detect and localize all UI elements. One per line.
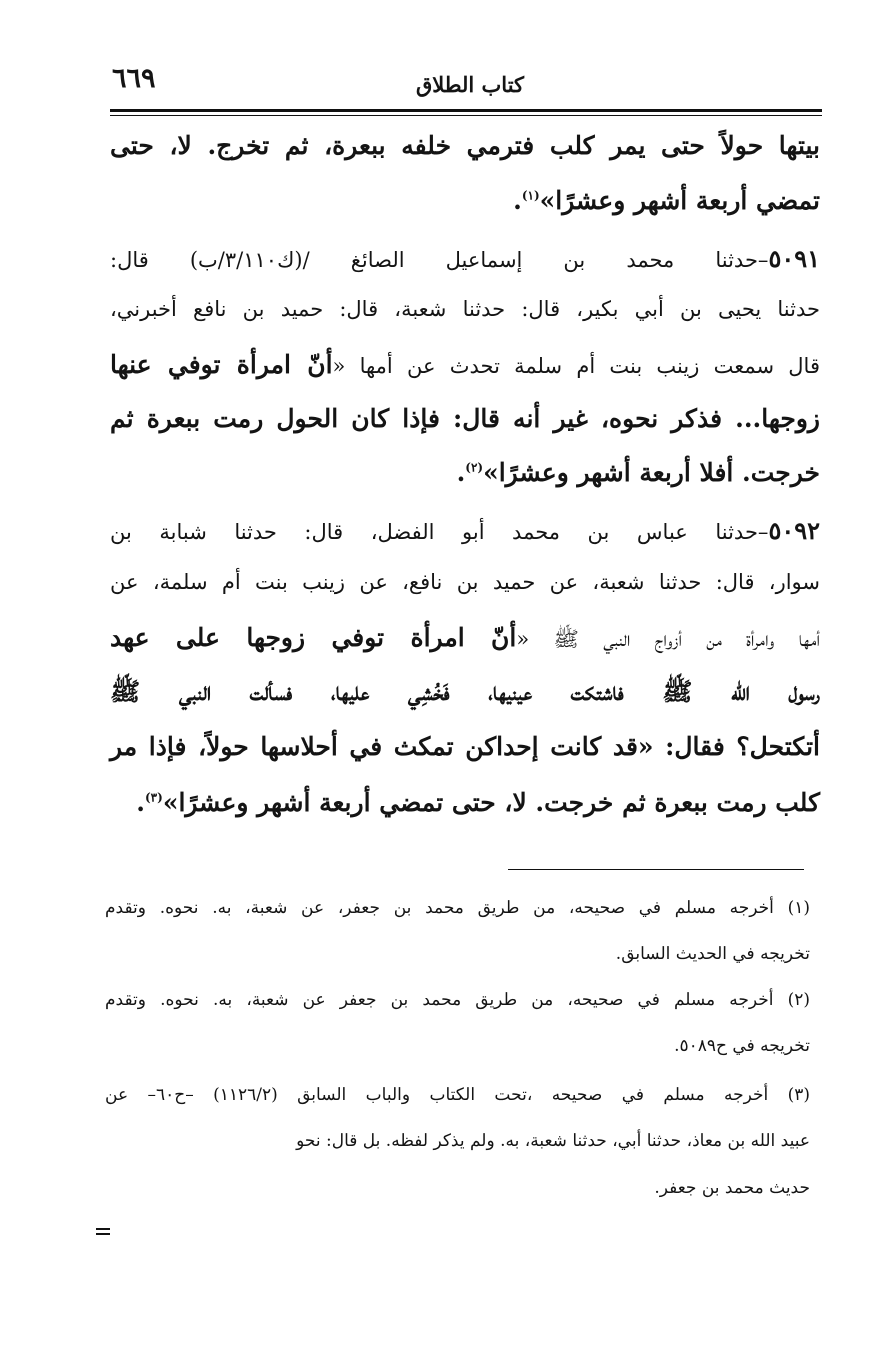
footnote-3-line-1: (٣) أخرجه مسلم في صحيحه ،تحت الكتاب والباب السابق (١١٢٦/٢) –ح٦٠– عن <box>105 1085 810 1105</box>
text-line-13 <box>110 788 820 817</box>
text-line-3 <box>110 244 820 273</box>
hadith-number-5092: ٥٠٩٢ <box>768 516 820 545</box>
footnote-2-line-2: تخريجه في ح٥٠٨٩. <box>674 1036 810 1056</box>
text-line-4: حدثنا يحيى بن أبي بكير، قال: حدثنا شعبة، قال: حميد بن نافع أخبرني، <box>110 297 820 321</box>
header-rule-thick <box>110 109 822 112</box>
text-line-13-end: . <box>136 788 145 817</box>
text-line-3-body: –حدثنا محمد بن إسماعيل الصائغ /(ك٣/١١٠/ب) قال: <box>110 248 769 272</box>
footnote-1-line-1: (١) أخرجه مسلم في صحيحه، من طريق محمد بن جعفر، عن شعبة، به. نحوه. وتقدم <box>105 898 810 918</box>
text-line-11: رسول الله ﷺ فاشتكت عينيها، فَخُشِي عليها، فسألت النبي ﷺ <box>110 677 820 706</box>
footnote-separator <box>508 869 804 870</box>
text-line-2-end: . <box>513 186 522 215</box>
header-rule-thin <box>110 115 822 116</box>
text-line-7-end: . <box>456 458 466 487</box>
text-line-10 <box>110 623 820 657</box>
footnote-ref-2: (٢) <box>465 460 484 475</box>
footnote-ref-1: (١) <box>521 188 540 203</box>
text-line-13-body: كلب رمت ببعرة ثم خرجت. لا، حتى تمضي أربعة أشهر وعشرًا» <box>162 788 820 817</box>
footnote-3-line-2: عبيد الله بن معاذ، حدثنا أبي، حدثنا شعبة، به. ولم يذكر لفظه. بل قال: نحو <box>296 1131 810 1151</box>
page-number: ٦٦٩ <box>112 63 156 94</box>
text-line-12: أتكتحل؟ فقال: «قد كانت إحداكن تمكث في أحلاسها حولاً، فإذا مر <box>110 732 820 761</box>
running-header-title: كتاب الطلاق <box>415 72 525 97</box>
text-line-2-body: تمضي أربعة أشهر وعشرًا» <box>539 186 820 215</box>
text-line-10-bold: أنّ امرأة توفي زوجها على عهد <box>110 623 517 652</box>
page-end-mark <box>96 1228 110 1238</box>
text-line-7-body: خرجت. أفلا أربعة أشهر وعشرًا» <box>483 458 820 487</box>
footnote-2-line-1: (٢) أخرجه مسلم في صحيحه، من طريق محمد بن جعفر عن شعبة، به. نحوه. وتقدم <box>105 990 810 1010</box>
text-line-7 <box>110 458 820 487</box>
text-line-5-plain: قال سمعت زينب بنت أم سلمة تحدث عن أمها « <box>332 354 820 378</box>
footnote-1-line-2: تخريجه في الحديث السابق. <box>615 944 810 964</box>
text-line-2 <box>110 186 820 215</box>
footnote-ref-3: (٣) <box>144 790 163 805</box>
text-line-8 <box>110 516 820 545</box>
text-line-5-bold: أنّ امرأة توفي عنها <box>110 350 333 379</box>
text-line-1: بيتها حولاً حتى يمر كلب فترمي خلفه ببعرة، ثم تخرج. لا، حتى <box>110 131 820 160</box>
text-line-10-plain: أمها وامرأة من أزواج النبي ﷺ « <box>516 627 821 651</box>
text-line-5 <box>110 350 820 379</box>
text-line-6: زوجها... فذكر نحوه، غير أنه قال: فإذا كان الحول رمت ببعرة ثم <box>110 404 820 433</box>
footnote-3-line-3: حديث محمد بن جعفر. <box>654 1178 810 1198</box>
hadith-number-5091: ٥٠٩١ <box>768 244 820 273</box>
text-line-9: سوار، قال: حدثنا شعبة، عن حميد بن نافع، عن زينب بنت أم سلمة، عن <box>110 570 820 594</box>
text-line-8-body: –حدثنا عباس بن محمد أبو الفضل، قال: حدثنا شبابة بن <box>110 520 769 544</box>
